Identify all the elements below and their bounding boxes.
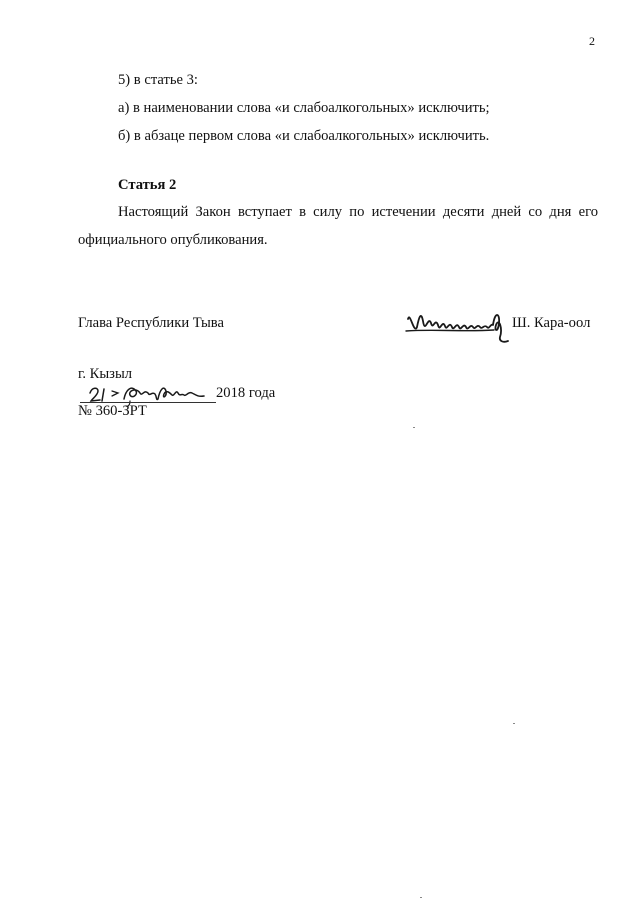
signatory-name: Ш. Кара-оол xyxy=(512,315,591,331)
page-number: 2 xyxy=(589,34,595,48)
signatory-position: Глава Республики Тыва xyxy=(78,315,224,331)
scan-speck xyxy=(413,427,415,428)
law-number: № 360-ЗРТ xyxy=(78,403,147,419)
scan-speck xyxy=(420,897,422,898)
article-2-heading: Статья 2 xyxy=(118,177,177,193)
amendment-item-5b: б) в абзаце первом слова «и слабоалкогольных» исключить. xyxy=(118,128,490,144)
article-2-text-line-1: Настоящий Закон вступает в силу по истечении десяти дней со дня его xyxy=(118,204,598,220)
amendment-item-5a: а) в наименовании слова «и слабоалкогольных» исключить; xyxy=(118,100,490,116)
amendment-item-5: 5) в статье 3: xyxy=(118,72,198,88)
scan-speck xyxy=(513,723,515,724)
handwritten-signature xyxy=(404,305,512,345)
article-2-text-line-2: официального опубликования. xyxy=(78,232,268,248)
signing-date-year: 2018 года xyxy=(216,385,276,401)
place-of-signing: г. Кызыл xyxy=(78,366,133,382)
